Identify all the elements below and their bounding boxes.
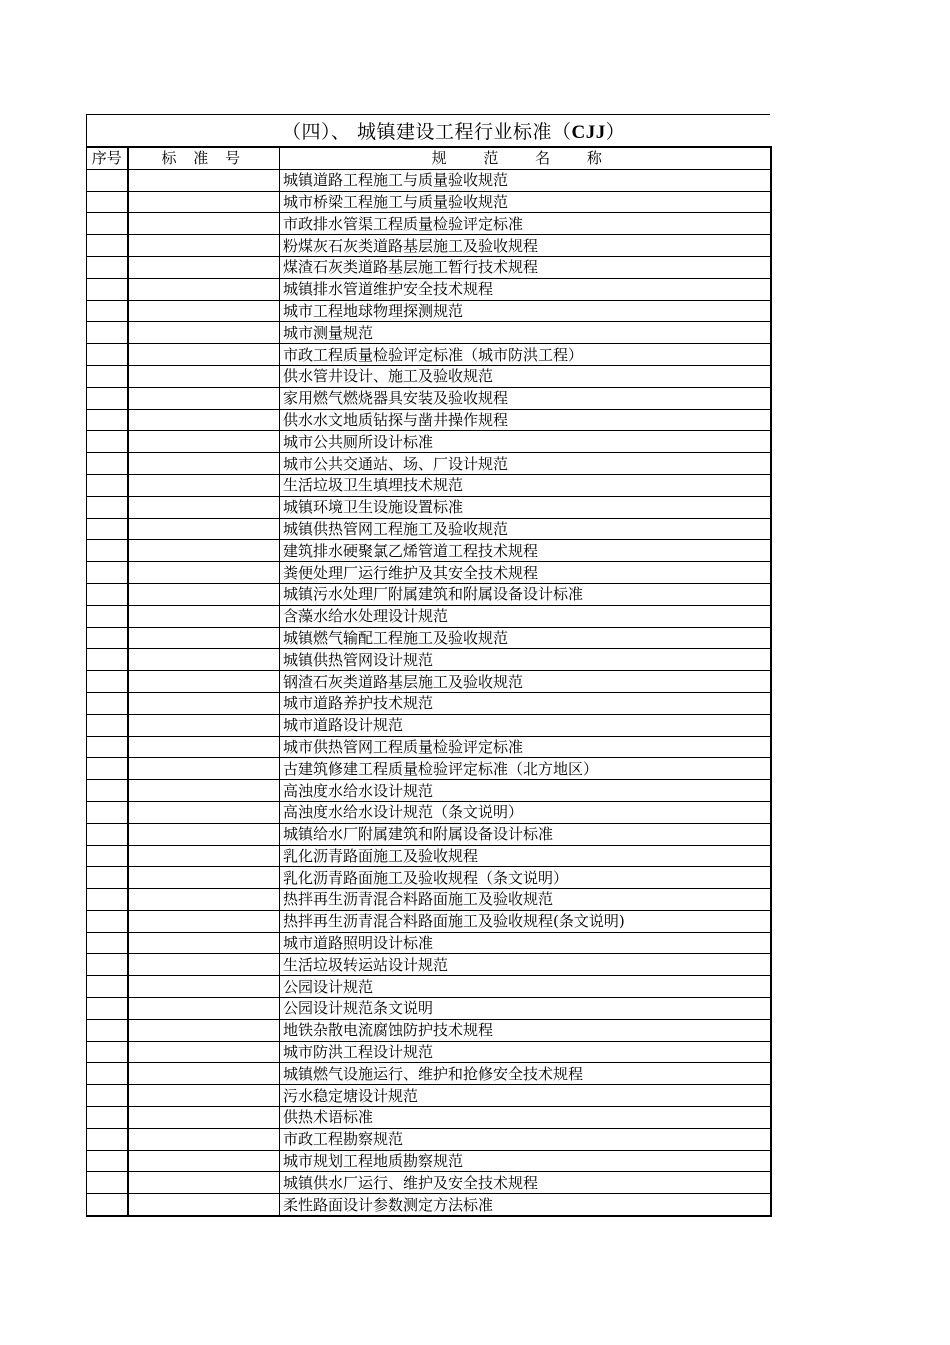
seq-cell bbox=[87, 649, 128, 671]
table-row bbox=[87, 1128, 771, 1150]
seq-cell bbox=[87, 583, 128, 605]
standard-number-cell bbox=[128, 431, 280, 453]
standard-name-cell: 城市供热管网工程质量检验评定标准 bbox=[280, 736, 771, 758]
seq-cell bbox=[87, 387, 128, 409]
standard-name-cell: 污水稳定塘设计规范 bbox=[280, 1085, 771, 1107]
seq-cell bbox=[87, 562, 128, 584]
standard-name-cell: 建筑排水硬聚氯乙烯管道工程技术规程 bbox=[280, 540, 771, 562]
table-row bbox=[87, 823, 771, 845]
seq-cell bbox=[87, 344, 128, 366]
standard-name-cell: 城镇给水厂附属建筑和附属设备设计标准 bbox=[280, 823, 771, 845]
standard-number-cell bbox=[128, 627, 280, 649]
seq-cell bbox=[87, 780, 128, 802]
seq-cell bbox=[87, 300, 128, 322]
standard-name-cell: 城镇燃气设施运行、维护和抢修安全技术规程 bbox=[280, 1063, 771, 1085]
standard-number-cell bbox=[128, 474, 280, 496]
standard-name-cell: 城镇供水厂运行、维护及安全技术规程 bbox=[280, 1172, 771, 1194]
standard-name-cell: 城镇供热管网设计规范 bbox=[280, 649, 771, 671]
standards-table bbox=[86, 146, 772, 1217]
seq-cell bbox=[87, 518, 128, 540]
header-standard-name: 规 范 名 称 bbox=[280, 147, 771, 169]
standard-name-cell: 柔性路面设计参数测定方法标准 bbox=[280, 1194, 771, 1216]
standard-number-cell bbox=[128, 540, 280, 562]
table-row bbox=[87, 845, 771, 867]
standard-name-cell: 城市道路照明设计标准 bbox=[280, 932, 771, 954]
header-standard-number: 标 准 号 bbox=[128, 147, 280, 169]
standard-number-cell bbox=[128, 1063, 280, 1085]
standard-number-cell bbox=[128, 867, 280, 889]
seq-cell bbox=[87, 1107, 128, 1129]
title-suffix: ） bbox=[605, 121, 626, 143]
title-code: CJJ bbox=[571, 122, 606, 143]
table-row bbox=[87, 867, 771, 889]
standard-number-cell bbox=[128, 714, 280, 736]
seq-cell bbox=[87, 365, 128, 387]
table-row bbox=[87, 1063, 771, 1085]
standard-number-cell bbox=[128, 736, 280, 758]
table-row bbox=[87, 365, 771, 387]
seq-cell bbox=[87, 453, 128, 475]
standard-name-cell: 公园设计规范条文说明 bbox=[280, 998, 771, 1020]
standard-name-cell: 市政工程勘察规范 bbox=[280, 1128, 771, 1150]
seq-cell bbox=[87, 169, 128, 191]
seq-cell bbox=[87, 692, 128, 714]
header-seq: 序号 bbox=[87, 147, 128, 169]
table-row bbox=[87, 540, 771, 562]
standard-number-cell bbox=[128, 758, 280, 780]
table-row bbox=[87, 191, 771, 213]
seq-cell bbox=[87, 278, 128, 300]
standard-number-cell bbox=[128, 1150, 280, 1172]
seq-cell bbox=[87, 714, 128, 736]
table-row bbox=[87, 605, 771, 627]
table-row bbox=[87, 889, 771, 911]
standard-name-cell: 城镇环境卫生设施设置标准 bbox=[280, 496, 771, 518]
standard-name-cell: 市政工程质量检验评定标准（城市防洪工程） bbox=[280, 344, 771, 366]
seq-cell bbox=[87, 910, 128, 932]
standard-number-cell bbox=[128, 344, 280, 366]
seq-cell bbox=[87, 823, 128, 845]
seq-cell bbox=[87, 322, 128, 344]
table-row bbox=[87, 714, 771, 736]
table-row bbox=[87, 1172, 771, 1194]
seq-cell bbox=[87, 627, 128, 649]
table-row bbox=[87, 692, 771, 714]
table-row bbox=[87, 409, 771, 431]
title-prefix: （四）、 城镇建设工程行业标准（ bbox=[282, 121, 572, 143]
standard-name-cell: 城市测量规范 bbox=[280, 322, 771, 344]
table-row bbox=[87, 300, 771, 322]
table-row bbox=[87, 1107, 771, 1129]
standard-name-cell: 高浊度水给水设计规范 bbox=[280, 780, 771, 802]
table-row bbox=[87, 235, 771, 257]
standard-number-cell bbox=[128, 1019, 280, 1041]
table-row bbox=[87, 496, 771, 518]
standard-name-cell: 市政排水管渠工程质量检验评定标准 bbox=[280, 213, 771, 235]
seq-cell bbox=[87, 867, 128, 889]
standard-number-cell bbox=[128, 409, 280, 431]
standard-name-cell: 城镇排水管道维护安全技术规程 bbox=[280, 278, 771, 300]
standard-number-cell bbox=[128, 169, 280, 191]
standard-name-cell: 供水水文地质钻探与凿井操作规程 bbox=[280, 409, 771, 431]
seq-cell bbox=[87, 191, 128, 213]
seq-cell bbox=[87, 1128, 128, 1150]
standard-name-cell: 古建筑修建工程质量检验评定标准（北方地区） bbox=[280, 758, 771, 780]
table-row bbox=[87, 627, 771, 649]
standard-name-cell: 热拌再生沥青混合料路面施工及验收规范 bbox=[280, 889, 771, 911]
standard-name-cell: 乳化沥青路面施工及验收规程 bbox=[280, 845, 771, 867]
standard-name-cell: 城镇燃气输配工程施工及验收规范 bbox=[280, 627, 771, 649]
seq-cell bbox=[87, 235, 128, 257]
seq-cell bbox=[87, 758, 128, 780]
standard-number-cell bbox=[128, 1128, 280, 1150]
standard-name-cell: 城镇污水处理厂附属建筑和附属设备设计标准 bbox=[280, 583, 771, 605]
table-row bbox=[87, 932, 771, 954]
table-row bbox=[87, 562, 771, 584]
standard-name-cell: 城市桥梁工程施工与质量验收规范 bbox=[280, 191, 771, 213]
table-row bbox=[87, 518, 771, 540]
standard-name-cell: 煤渣石灰类道路基层施工暂行技术规程 bbox=[280, 256, 771, 278]
standard-name-cell: 城镇供热管网工程施工及验收规范 bbox=[280, 518, 771, 540]
standard-name-cell: 城市公共交通站、场、厂设计规范 bbox=[280, 453, 771, 475]
standard-number-cell bbox=[128, 278, 280, 300]
standard-name-cell: 城市防洪工程设计规范 bbox=[280, 1041, 771, 1063]
table-row bbox=[87, 169, 771, 191]
table-row bbox=[87, 431, 771, 453]
table-row bbox=[87, 976, 771, 998]
seq-cell bbox=[87, 409, 128, 431]
seq-cell bbox=[87, 1063, 128, 1085]
standard-number-cell bbox=[128, 1194, 280, 1216]
standard-number-cell bbox=[128, 562, 280, 584]
standards-sheet bbox=[86, 114, 770, 1217]
standard-number-cell bbox=[128, 780, 280, 802]
standard-number-cell bbox=[128, 322, 280, 344]
standard-number-cell bbox=[128, 518, 280, 540]
standard-number-cell bbox=[128, 583, 280, 605]
standard-number-cell bbox=[128, 213, 280, 235]
standard-number-cell bbox=[128, 1041, 280, 1063]
seq-cell bbox=[87, 889, 128, 911]
standard-name-cell: 家用燃气燃烧器具安装及验收规程 bbox=[280, 387, 771, 409]
table-row bbox=[87, 453, 771, 475]
seq-cell bbox=[87, 801, 128, 823]
table-row bbox=[87, 387, 771, 409]
standard-number-cell bbox=[128, 256, 280, 278]
standard-number-cell bbox=[128, 976, 280, 998]
standard-number-cell bbox=[128, 387, 280, 409]
standard-number-cell bbox=[128, 889, 280, 911]
standard-name-cell: 地铁杂散电流腐蚀防护技术规程 bbox=[280, 1019, 771, 1041]
table-row bbox=[87, 780, 771, 802]
table-row bbox=[87, 998, 771, 1020]
standard-number-cell bbox=[128, 1085, 280, 1107]
seq-cell bbox=[87, 1019, 128, 1041]
seq-cell bbox=[87, 540, 128, 562]
standard-number-cell bbox=[128, 845, 280, 867]
standard-number-cell bbox=[128, 191, 280, 213]
standard-number-cell bbox=[128, 801, 280, 823]
table-row bbox=[87, 278, 771, 300]
standard-name-cell: 粪便处理厂运行维护及其安全技术规程 bbox=[280, 562, 771, 584]
table-row bbox=[87, 1150, 771, 1172]
header-row bbox=[87, 147, 771, 169]
table-row bbox=[87, 474, 771, 496]
standard-number-cell bbox=[128, 1107, 280, 1129]
seq-cell bbox=[87, 474, 128, 496]
table-row bbox=[87, 256, 771, 278]
table-row bbox=[87, 344, 771, 366]
standard-name-cell: 含藻水给水处理设计规范 bbox=[280, 605, 771, 627]
standard-number-cell bbox=[128, 932, 280, 954]
standard-number-cell bbox=[128, 910, 280, 932]
standard-name-cell: 城市规划工程地质勘察规范 bbox=[280, 1150, 771, 1172]
table-body bbox=[87, 169, 771, 1216]
seq-cell bbox=[87, 431, 128, 453]
seq-cell bbox=[87, 256, 128, 278]
seq-cell bbox=[87, 605, 128, 627]
standard-name-cell: 高浊度水给水设计规范（条文说明） bbox=[280, 801, 771, 823]
table-row bbox=[87, 736, 771, 758]
seq-cell bbox=[87, 845, 128, 867]
seq-cell bbox=[87, 976, 128, 998]
seq-cell bbox=[87, 1194, 128, 1216]
standard-number-cell bbox=[128, 496, 280, 518]
standard-number-cell bbox=[128, 300, 280, 322]
table-row bbox=[87, 213, 771, 235]
seq-cell bbox=[87, 1150, 128, 1172]
table-row bbox=[87, 954, 771, 976]
standard-number-cell bbox=[128, 235, 280, 257]
standard-name-cell: 供热术语标准 bbox=[280, 1107, 771, 1129]
table-row bbox=[87, 322, 771, 344]
table-row bbox=[87, 1085, 771, 1107]
seq-cell bbox=[87, 671, 128, 693]
seq-cell bbox=[87, 1085, 128, 1107]
table-row bbox=[87, 758, 771, 780]
table-row bbox=[87, 801, 771, 823]
seq-cell bbox=[87, 1172, 128, 1194]
standard-name-cell: 城市工程地球物理探测规范 bbox=[280, 300, 771, 322]
standard-number-cell bbox=[128, 692, 280, 714]
standard-name-cell: 乳化沥青路面施工及验收规程（条文说明） bbox=[280, 867, 771, 889]
table-row bbox=[87, 1041, 771, 1063]
table-row bbox=[87, 583, 771, 605]
standard-name-cell: 城镇道路工程施工与质量验收规范 bbox=[280, 169, 771, 191]
standard-name-cell: 钢渣石灰类道路基层施工及验收规范 bbox=[280, 671, 771, 693]
seq-cell bbox=[87, 932, 128, 954]
standard-name-cell: 粉煤灰石灰类道路基层施工及验收规程 bbox=[280, 235, 771, 257]
seq-cell bbox=[87, 1041, 128, 1063]
standard-number-cell bbox=[128, 365, 280, 387]
sheet-title bbox=[282, 117, 625, 144]
standard-number-cell bbox=[128, 671, 280, 693]
seq-cell bbox=[87, 213, 128, 235]
table-row bbox=[87, 910, 771, 932]
table-row bbox=[87, 1194, 771, 1216]
standard-number-cell bbox=[128, 453, 280, 475]
seq-cell bbox=[87, 496, 128, 518]
standard-name-cell: 城市道路设计规范 bbox=[280, 714, 771, 736]
seq-cell bbox=[87, 736, 128, 758]
table-row bbox=[87, 671, 771, 693]
standard-name-cell: 城市公共厕所设计标准 bbox=[280, 431, 771, 453]
standard-name-cell: 生活垃圾转运站设计规范 bbox=[280, 954, 771, 976]
standard-name-cell: 生活垃圾卫生填埋技术规范 bbox=[280, 474, 771, 496]
standard-number-cell bbox=[128, 998, 280, 1020]
standard-number-cell bbox=[128, 954, 280, 976]
seq-cell bbox=[87, 954, 128, 976]
standard-name-cell: 热拌再生沥青混合料路面施工及验收规程(条文说明) bbox=[280, 910, 771, 932]
standard-name-cell: 公园设计规范 bbox=[280, 976, 771, 998]
table-row bbox=[87, 1019, 771, 1041]
seq-cell bbox=[87, 998, 128, 1020]
table-row bbox=[87, 649, 771, 671]
standard-number-cell bbox=[128, 1172, 280, 1194]
standard-number-cell bbox=[128, 605, 280, 627]
standard-name-cell: 供水管井设计、施工及验收规范 bbox=[280, 365, 771, 387]
standard-name-cell: 城市道路养护技术规范 bbox=[280, 692, 771, 714]
standard-number-cell bbox=[128, 649, 280, 671]
title-row bbox=[86, 114, 770, 146]
standard-number-cell bbox=[128, 823, 280, 845]
